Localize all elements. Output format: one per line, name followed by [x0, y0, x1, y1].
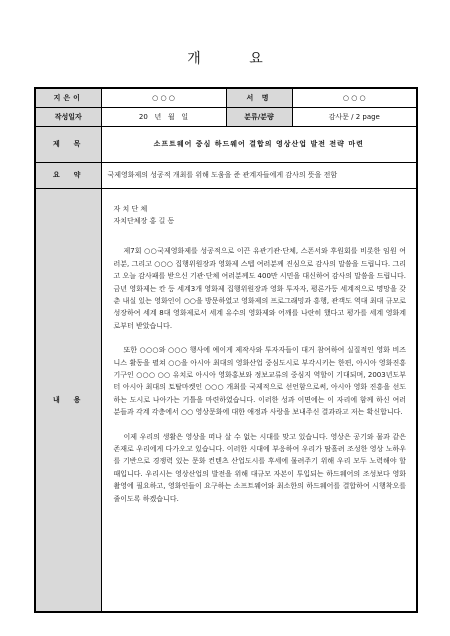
content-paragraph-3: 이제 우리의 생활은 영상을 떠나 살 수 없는 시대를 맞고 있습니다. 영상은 공기와 물과 같은 존재로 우리에게 다가오고 있습니다. 이러한 시대에 부응하여 우리가 땀흘려 조성한 영상 노하우를 기반으로 경쟁력 있는 문화 컨텐츠 산업도시를 후세에 물려주기 위해 우리 모두 노력해야 할 때입니다. 우리시는 영상산업의 발전을 위해 대규모 자본이 투입되는 하드웨어의 조성보다 영화촬영에 필요하고, 영화인들이 요구하는 소프트웨어와 최소한의 하드웨어를 결합하여 시행착오를 줄이도록 하겠습니다.: [113, 432, 406, 503]
document-form-table: [34, 87, 418, 613]
date-value[interactable]: 20 년 월 일: [101, 107, 226, 126]
sender-line: 자치단체장 홍 길 동: [113, 216, 175, 225]
recipient-line: 자 치 단 체: [113, 204, 148, 213]
content-paragraph-2: 또한 ○○○와 ○○○ 행사에 예이게 제작사와 투자자들이 대거 참여하여 실질적인 영화 비즈니스 활동을 펼쳐 ○○을 아시아 최대의 영화산업 중심도시로 부각시키는 한편, 아시아 영화진흥 기구인 ○○○ ○○ 유치로 아시아 영화홍보와 정보교류의 중심지 역할이 기대되며, 2003년도부터 아시아 최대의 토탈마켓인 ○○○ 개최를 국제적으로 선언함으로써, 아시아 영화 진흥을 선도하는 도시로 나아가는 기틀을 마련하였습니다. 이러한 성과 이면에는 이 자리에 함께 하신 여러분들과 각계 각층에서 ○○ 영상문화에 대한 애정과 사랑을 보내주신 결과라고 저는 확신합니다.: [113, 346, 406, 417]
author-label: 지은이: [35, 88, 101, 107]
content-label: 내 용: [35, 188, 101, 612]
category-value[interactable]: 감사문 / 2 page: [292, 107, 417, 126]
subject-label: 제 목: [35, 126, 101, 162]
content-body[interactable]: [101, 188, 417, 612]
author-value[interactable]: ○ ○ ○: [101, 88, 226, 107]
summary-value[interactable]: 국제영화제의 성공적 개최를 위해 도움을 준 관계자들에게 감사의 뜻을 전함: [101, 162, 417, 188]
page-title: 개 요: [187, 51, 285, 67]
date-row: [35, 107, 417, 126]
summary-label: 요 약: [35, 162, 101, 188]
subject-value[interactable]: 소프트웨어 중심 하드웨어 결합의 영상산업 발전 전략 마련: [101, 126, 417, 162]
signature-label: 서 명: [226, 88, 292, 107]
summary-row: [35, 162, 417, 188]
content-paragraph-1: 제7회 ○○국제영화제를 성공적으로 이끈 유관기관·단체, 스폰서와 후원회를 비롯한 임원 여러분, 그리고 ○○○ 집행위원장과 영화제 스텝 여러분께 진심으로 감사의 말씀을 드립니다. 그리고 오늘 감사패를 받으신 기관·단체 여러분께도 400만 시민을 대신하여 감사의 말씀을 드립니다. 금년 영화제는 칸 등 세계3개 영화제 집행위원장과 영화 투자자, 평론가등 세계적으로 명망을 갖춘 내실 있는 영화인이 ○○을 방문하였고 영화제의 프로그래밍과 흥행, 관객도 역대 최대 규모로 성장하여 세계 8대 영화제로서 세계 유수의 영화제와 어깨를 나란히 했다고 평가를 세계 영화계로부터 받았습니다.: [113, 247, 406, 330]
date-label: 작성일자: [35, 107, 101, 126]
subject-row: [35, 126, 417, 162]
signature-value[interactable]: ○ ○ ○: [292, 88, 417, 107]
author-row: [35, 88, 417, 107]
category-label: 분류/분량: [226, 107, 292, 126]
content-row: [35, 188, 417, 612]
